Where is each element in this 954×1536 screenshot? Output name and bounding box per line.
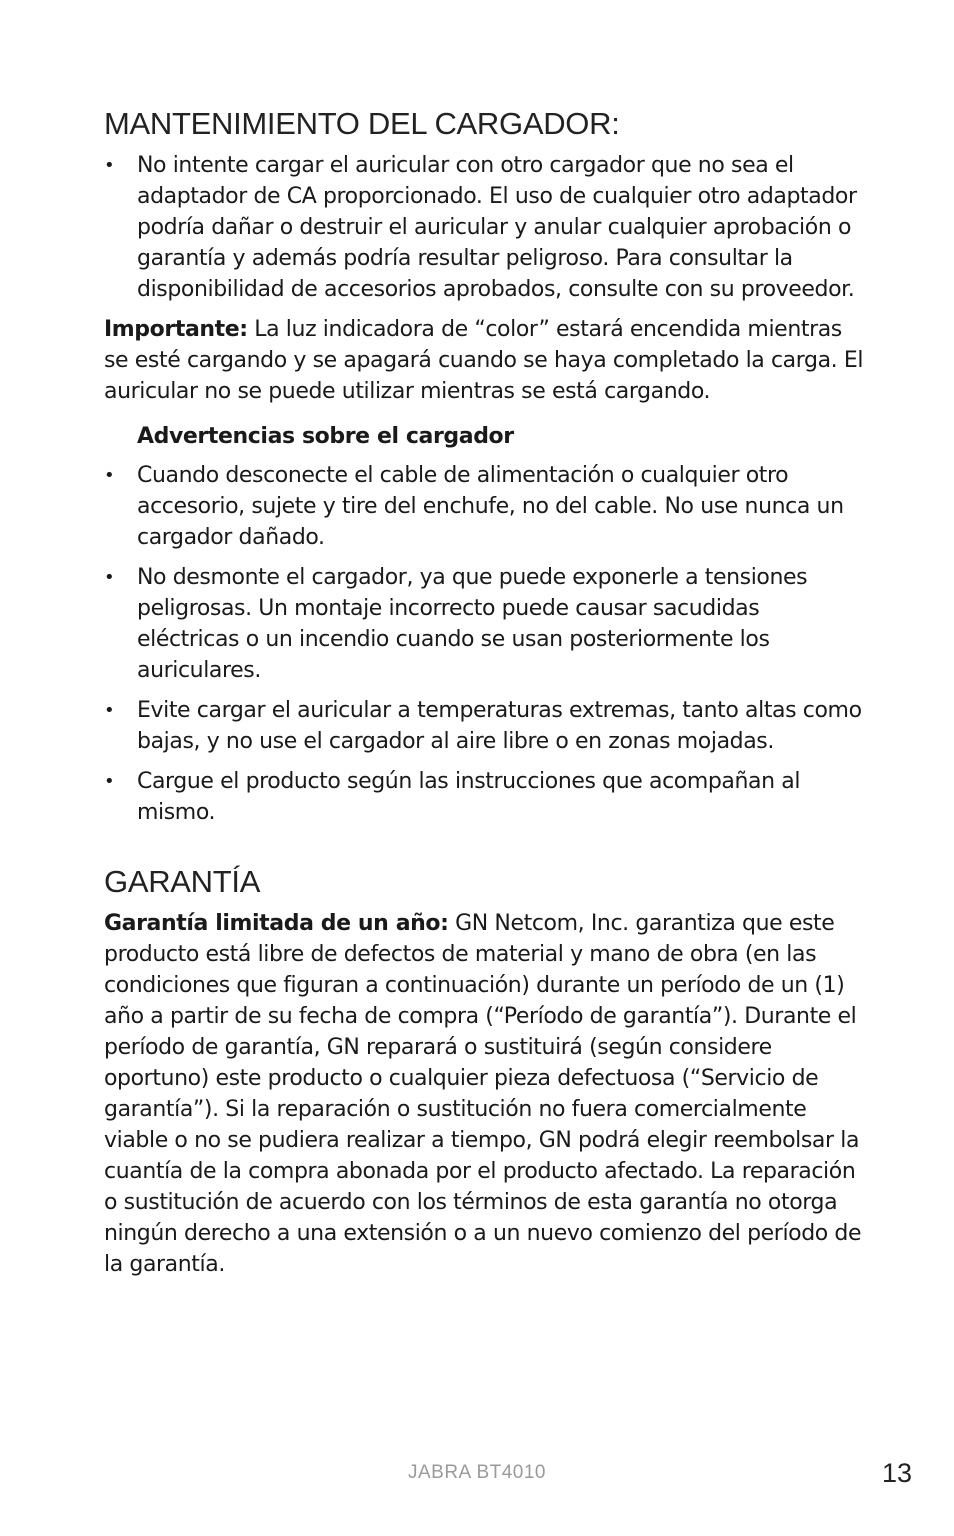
warranty-paragraph bbox=[104, 908, 864, 1280]
list-item-text: No intente cargar el auricular con otro cargador que no sea el adaptador de CA proporcionado. El uso de cualquier otro adaptador podría dañar o destruir el auricular y anular cualquier aprobación o garantía y además podría resultar peligroso. Para consultar la disponibilidad de accesorios aprobados, consulte con su proveedor. bbox=[137, 153, 857, 302]
section-title-mantenimiento: MANTENIMIENTO DEL CARGADOR: bbox=[104, 106, 620, 141]
warnings-list bbox=[104, 460, 864, 828]
page-content bbox=[104, 104, 864, 1292]
page-number: 13 bbox=[881, 1458, 912, 1488]
list-item bbox=[104, 695, 864, 757]
charger-maintenance-list bbox=[104, 150, 864, 305]
list-item bbox=[104, 562, 864, 686]
important-note bbox=[104, 314, 864, 407]
bullet-icon: • bbox=[104, 465, 115, 486]
section-title-garantia: GARANTÍA bbox=[104, 864, 261, 899]
bullet-icon: • bbox=[104, 700, 115, 721]
bullet-icon: • bbox=[104, 771, 115, 792]
list-item-text: Evite cargar el auricular a temperaturas extremas, tanto altas como bajas, y no use el cargador al aire libre o en zonas mojadas. bbox=[137, 698, 862, 754]
list-item-text: Cargue el producto según las instrucciones que acompañan al mismo. bbox=[137, 769, 801, 825]
list-item bbox=[104, 460, 864, 553]
warranty-label: Garantía limitada de un año: bbox=[104, 911, 449, 936]
list-item-text: Cuando desconecte el cable de alimentación o cualquier otro accesorio, sujete y tire del enchufe, no del cable. No use nunca un cargador dañado. bbox=[137, 463, 844, 550]
bullet-icon: • bbox=[104, 567, 115, 588]
warnings-heading: Advertencias sobre el cargador bbox=[137, 424, 514, 449]
bullet-icon: • bbox=[104, 155, 115, 176]
footer-product-name: JABRA BT4010 bbox=[407, 1462, 547, 1483]
important-label: Importante: bbox=[104, 317, 248, 342]
important-text: La luz indicadora de “color” estará encendida mientras se esté cargando y se apagará cuando se haya completado la carga. El auricular no se puede utilizar mientras se está cargando. bbox=[104, 317, 864, 404]
list-item-text: No desmonte el cargador, ya que puede exponerle a tensiones peligrosas. Un montaje incorrecto puede causar sacudidas eléctricas o un incendio cuando se usan posteriormente los auriculares. bbox=[137, 565, 808, 683]
list-item bbox=[104, 766, 864, 828]
list-item bbox=[104, 150, 864, 305]
warranty-text: GN Netcom, Inc. garantiza que este producto está libre de defectos de material y mano de obra (en las condiciones que figuran a continuación) durante un período de un (1) año a partir de su fecha de compra (“Período de garantía”). Durante el período de garantía, GN reparará o sustituirá (según considere oportuno) este producto o cualquier pieza defectuosa (“Servicio de garantía”). Si la reparación o sustitución no fuera comercialmente viable o no se pudiera realizar a tiempo, GN podrá elegir reembolsar la cuantía de la compra abonada por el producto afectado. La reparación o sustitución de acuerdo con los términos de esta garantía no otorga ningún derecho a una extensión o a un nuevo comienzo del período de la garantía. bbox=[104, 911, 862, 1277]
